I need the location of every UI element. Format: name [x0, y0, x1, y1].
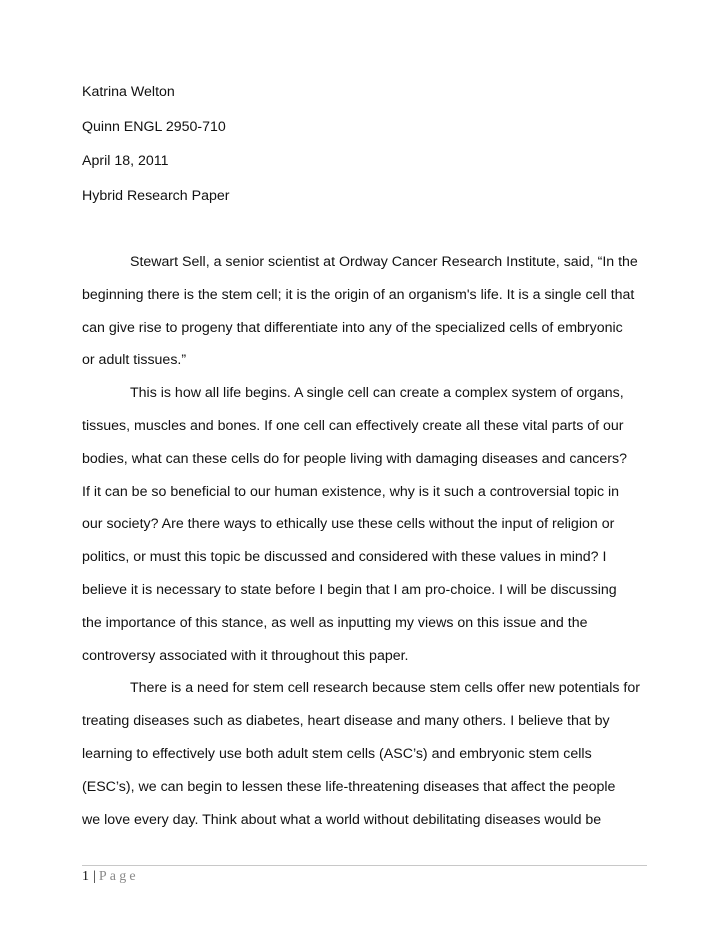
course-name: Quinn ENGL 2950-710	[82, 118, 226, 135]
body-line: believe it is necessary to state before I begin that I am pro-choice. I will be discussing	[82, 582, 617, 598]
body-line: tissues, muscles and bones. If one cell can effectively create all these vital parts of our	[82, 418, 624, 434]
body-line: bodies, what can these cells do for people living with damaging diseases and cancers?	[82, 450, 627, 467]
body-line: treating diseases such as diabetes, heart disease and many others. I believe that by	[82, 713, 610, 730]
body-line: (ESC’s), we can begin to lessen these life-threatening diseases that affect the people	[82, 778, 616, 795]
body-line: can give rise to progeny that differentiate into any of the specialized cells of embryonic	[82, 319, 623, 336]
body-line: Stewart Sell, a senior scientist at Ordway Cancer Research Institute, said, “In the	[130, 254, 638, 270]
footer-separator: |	[93, 869, 96, 884]
body-line: we love every day. Think about what a world without debilitating diseases would be	[82, 811, 602, 828]
body-line: There is a need for stem cell research because stem cells offer new potentials for	[130, 680, 640, 697]
body-line: controversy associated with it throughout this paper.	[82, 647, 409, 664]
body-line: This is how all life begins. A single cell can create a complex system of organs,	[130, 385, 624, 402]
page-label: Page	[98, 869, 139, 884]
author-name: Katrina Welton	[82, 84, 175, 100]
page-number: 1	[82, 869, 89, 884]
body-line: beginning there is the stem cell; it is the origin of an organism's life. It is a single cell that	[82, 286, 635, 303]
paper-heading	[82, 84, 662, 222]
body-line: politics, or must this topic be discussed and considered with these values in mind? I	[82, 549, 607, 566]
body-line: learning to effectively use both adult stem cells (ASC’s) and embryonic stem cells	[82, 746, 592, 762]
body-line: the importance of this stance, as well as inputting my views on this issue and the	[82, 614, 588, 631]
body-line: or adult tissues.”	[82, 352, 187, 369]
body-line: If it can be so beneficial to our human existence, why is it such a controversial topic in	[82, 483, 620, 500]
page-footer	[82, 868, 139, 886]
body-line: our society? Are there ways to ethically use these cells without the input of religion or	[82, 516, 615, 533]
paper-title: Hybrid Research Paper	[82, 187, 230, 204]
paper-date: April 18, 2011	[82, 153, 169, 169]
footer-divider	[82, 865, 647, 866]
